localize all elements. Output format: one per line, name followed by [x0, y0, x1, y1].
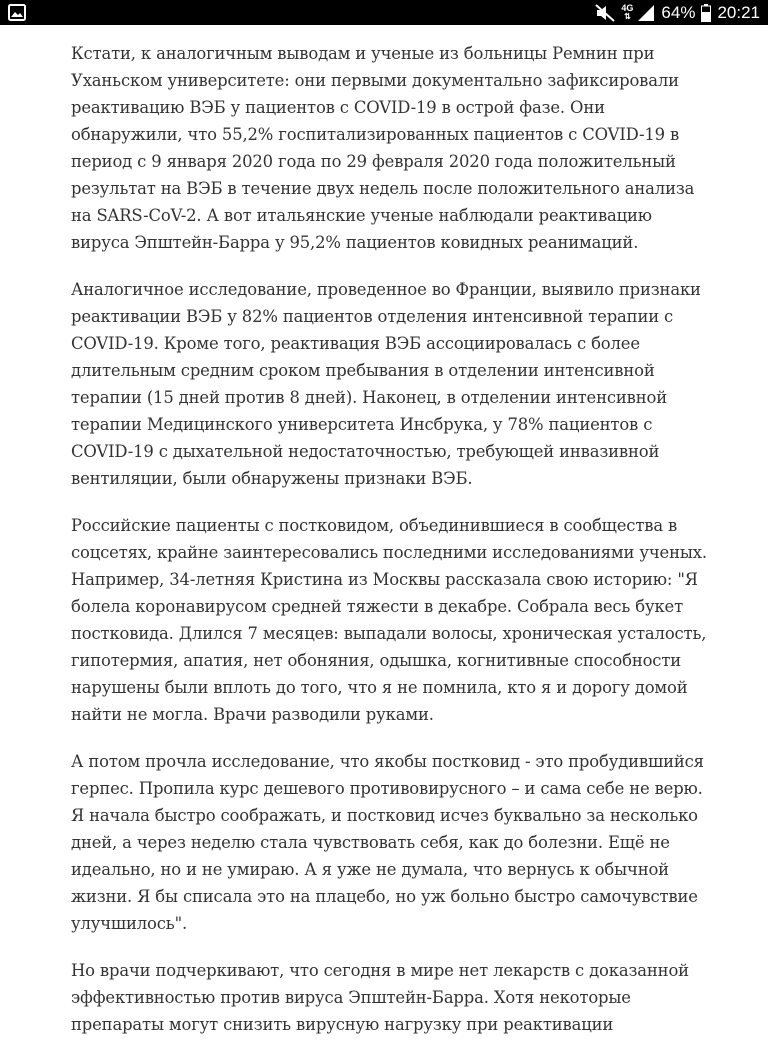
signal-icon — [637, 4, 655, 22]
article-paragraph-3: Российские пациенты с постковидом, объединившиеся в сообщества в соцсетях, крайне заинтересовались последними исследованиями ученых. Например, 34-летняя Кристина из Москвы рассказала свою историю: "Я болела коронавирусом средней тяжести в декабре. Собрала весь букет постковида. Длился 7 месяцев: выпадали волосы, хроническая усталость, гипотермия, апатия, нет обоняния, одышка, когнитивные способности нарушены были вплоть до того, что я не помнила, кто я и дорогу домой найти не могла. Врачи разводили руками. — [71, 516, 707, 724]
article-body — [71, 40, 707, 1058]
status-icons — [595, 0, 760, 25]
status-bar — [0, 0, 768, 25]
article-paragraph-2: Аналогичное исследование, проведенное во Франции, выявило признаки реактивации ВЭБ у 82% пациентов отделения интенсивной терапии с COVID-19. Кроме того, реактивация ВЭБ ассоциировалась с более длительным средним сроком пребывания в отделении интенсивной терапии (15 дней против 8 дней). Наконец, в отделении интенсивной терапии Медицинского университета Инсбрука, у 78% пациентов с COVID-19 с дыхательной недостаточностью, требующей инвазивной вентиляции, были обнаружены признаки ВЭБ. — [71, 280, 701, 488]
image-icon[interactable] — [8, 4, 26, 21]
network-type: 4G ⇅ — [621, 3, 634, 21]
battery-icon — [701, 4, 711, 22]
battery-percent: 64% — [661, 3, 696, 22]
article-paragraph-5: Но врачи подчеркивают, что сегодня в мире нет лекарств с доказанной эффективностью против вируса Эпштейн-Барра. Хотя некоторые препараты могут снизить вирусную нагрузку при реактивации — [71, 961, 689, 1034]
clock: 20:21 — [717, 3, 760, 22]
mute-icon — [595, 4, 615, 22]
article-paragraph-1: Кстати, к аналогичным выводам и ученые из больницы Ремнин при Уханьском университете: они первыми документально зафиксировали реактивацию ВЭБ у пациентов с COVID-19 в острой фазе. Они обнаружили, что 55,2% госпитализированных пациентов с COVID-19 в период с 9 января 2020 года по 29 февраля 2020 года положительный результат на ВЭБ в течение двух недель после положительного анализа на SARS-CoV-2. А вот итальянские ученые наблюдали реактивацию вируса Эпштейн-Барра у 95,2% пациентов ковидных реанимаций. — [71, 44, 695, 252]
article-paragraph-4: А потом прочла исследование, что якобы постковид - это пробудившийся герпес. Пропила курс дешевого противовирусного – и сама себе не верю. Я начала быстро соображать, и постковид исчез буквально за несколько дней, а через неделю стала чувствовать себя, как до болезни. Ещё не идеально, но и не умираю. А я уже не думала, что вернусь к обычной жизни. Я бы списала это на плацебо, но уж больно быстро самочувствие улучшилось". — [71, 752, 704, 933]
